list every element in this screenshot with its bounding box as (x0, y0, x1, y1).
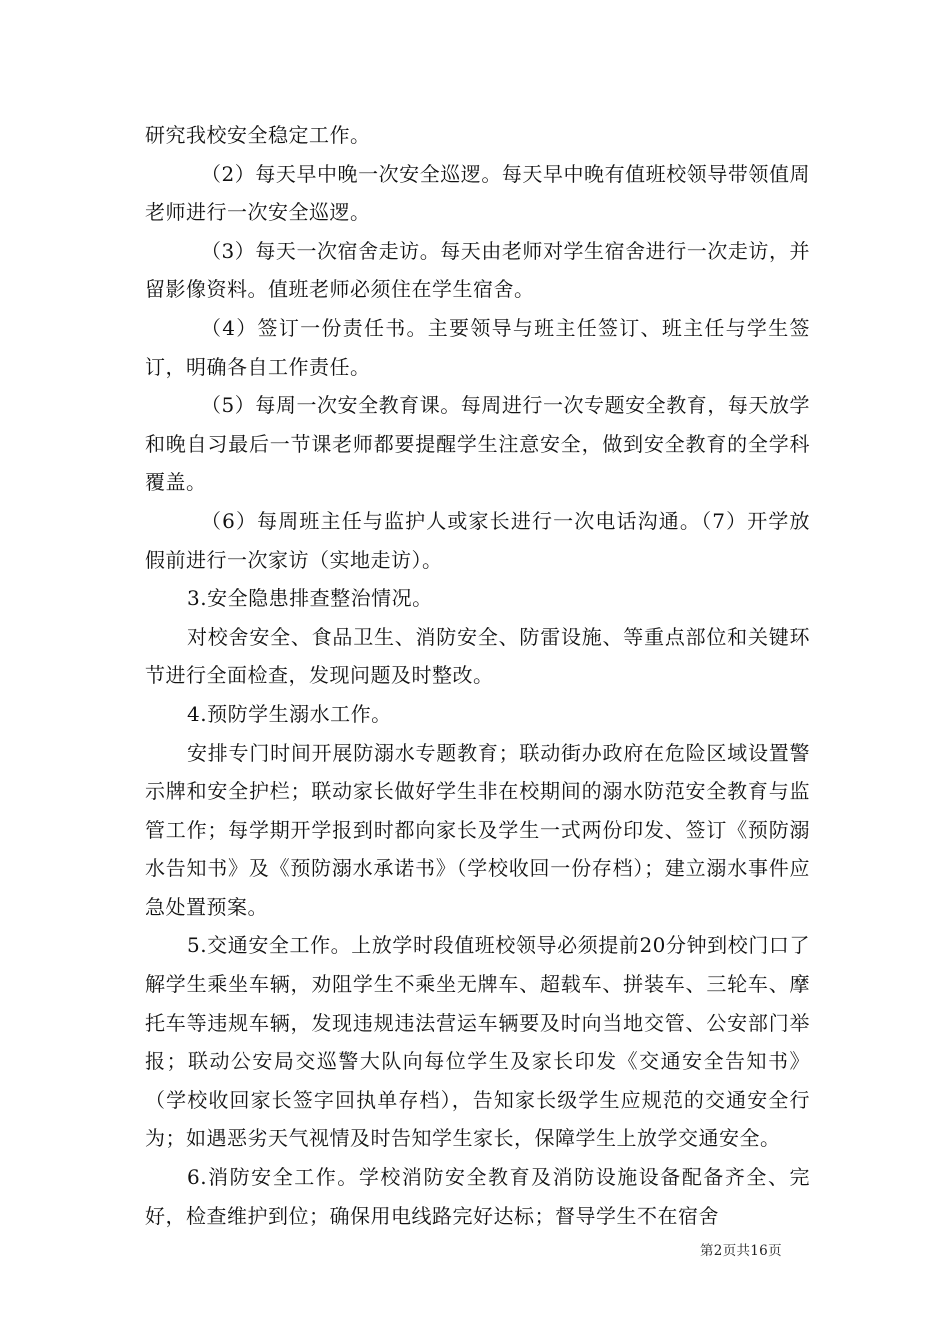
paragraph-item-4: （4）签订一份责任书。主要领导与班主任签订、班主任与学生签订，明确各自工作责任。 (145, 315, 810, 379)
paragraph-item-5: （5）每周一次安全教育课。每周进行一次专题安全教育，每天放学和晚自习最后一节课老师都要提醒学生注意安全，做到安全教育的全学科覆盖。 (145, 393, 810, 495)
paragraph-fire-safety: 6.消防安全工作。学校消防安全教育及消防设施设备配备齐全、完好，检查维护到位；确保用电线路完好达标；督导学生不在宿舍 (145, 1165, 810, 1228)
paragraph-item-2: （2）每天早中晚一次安全巡逻。每天早中晚有值班校领导带领值周老师进行一次安全巡逻。 (145, 161, 810, 225)
document-body (145, 116, 810, 1235)
section-heading-4: 4.预防学生溺水工作。 (187, 701, 392, 726)
page-number-footer: 第2页共16页 (700, 1243, 782, 1259)
paragraph-traffic-safety: 5.交通安全工作。上放学时段值班校领导必须提前20分钟到校门口了解学生乘坐车辆，劝阻学生不乘坐无牌车、超载车、拼装车、三轮车、摩托车等违规车辆，发现违规违法营运车辆要及时向当地交管、公安部门举报；联动公安局交巡警大队向每位学生及家长印发《交通安全告知书》（学校收回家长签字回执单存档），告知家长级学生应规范的交通安全行为；如遇恶劣天气视情及时告知学生家长，保障学生上放学交通安全。 (145, 933, 810, 1151)
paragraph-item-6-7: （6）每周班主任与监护人或家长进行一次电话沟通。（7）开学放假前进行一次家访（实地走访）。 (145, 508, 810, 572)
paragraph-hazard-inspection: 对校舍安全、食品卫生、消防安全、防雷设施、等重点部位和关键环节进行全面检查，发现问题及时整改。 (145, 624, 810, 688)
paragraph-continuation: 研究我校安全稳定工作。 (145, 123, 371, 147)
paragraph-drowning-prevention: 安排专门时间开展防溺水专题教育；联动街办政府在危险区域设置警示牌和安全护栏；联动家长做好学生非在校期间的溺水防范安全教育与监管工作；每学期开学报到时都向家长及学生一式两份印发、签订《预防溺水告知书》及《预防溺水承诺书》（学校收回一份存档）；建立溺水事件应急处置预案。 (145, 740, 810, 919)
section-heading-3: 3.安全隐患排查整治情况。 (187, 586, 433, 611)
paragraph-item-3: （3）每天一次宿舍走访。每天由老师对学生宿舍进行一次走访，并留影像资料。值班老师必须住在学生宿舍。 (145, 238, 810, 302)
